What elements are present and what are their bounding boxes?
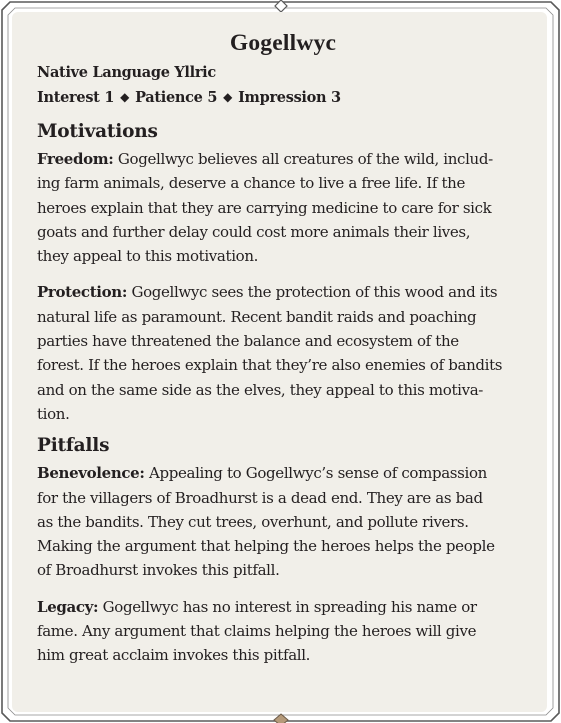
interest-stat: Interest 1 (37, 89, 115, 106)
paragraph-line: forest. If the heroes explain that they’re also enemies of bandits (37, 356, 503, 375)
motivation-freedom (37, 147, 529, 268)
paragraph-line: tion. (37, 404, 70, 423)
pitfalls-heading: Pitfalls (37, 435, 110, 457)
freedom-label: Freedom: (37, 150, 114, 168)
motivations-heading: Motivations (37, 121, 158, 142)
npc-name-title: Gogellwyc (229, 30, 337, 56)
paragraph-line: natural life as paramount. Recent bandit raids and poaching (37, 307, 477, 326)
paragraph-line: of Broadhurst invokes this pitfall. (37, 561, 280, 580)
paragraph-line: fame. Any argument that claims helping the heroes will give (37, 622, 477, 641)
paragraph-line: Gogellwyc sees the protection of this wood and its (127, 283, 498, 302)
pitfall-benevolence (37, 461, 529, 582)
diamond-separator-icon: ◆ (223, 90, 233, 104)
paragraph-line: Gogellwyc has no interest in spreading his name or (98, 597, 477, 616)
paragraph-line: parties have threatened the balance and ecosystem of the (37, 332, 459, 351)
paragraph-line: and on the same side as the elves, they appeal to this motiva- (37, 380, 484, 399)
paragraph-line: ing farm animals, deserve a chance to live a free life. If the (37, 174, 466, 193)
protection-label: Protection: (37, 283, 128, 302)
impression-stat: Impression 3 (238, 89, 341, 106)
stats-line (37, 85, 529, 111)
statblock-content (37, 28, 529, 668)
patience-stat: Patience 5 (135, 89, 218, 106)
paragraph-line: heroes explain that they are carrying medicine to care for sick (37, 198, 492, 217)
paragraph-line: Gogellwyc believes all creatures of the wild, includ- (113, 150, 493, 168)
diamond-separator-icon: ◆ (120, 90, 130, 104)
legacy-label: Legacy: (37, 597, 99, 616)
paragraph-line: Appealing to Gogellwyc’s sense of compassion (144, 464, 487, 483)
paragraph-line: Making the argument that helping the heroes helps the people (37, 537, 495, 556)
paragraph-line: they appeal to this motivation. (37, 247, 259, 266)
paragraph-line: him great acclaim invokes this pitfall. (37, 646, 311, 665)
paragraph-line: as the bandits. They cut trees, overhunt, and pollute rivers. (37, 512, 469, 531)
paragraph-line: for the villagers of Broadhurst is a dead end. They are as bad (37, 488, 483, 507)
native-language-line: Native Language Yllric (37, 64, 216, 81)
benevolence-label: Benevolence: (37, 464, 145, 483)
paragraph-line: goats and further delay could cost more animals their lives, (37, 222, 471, 241)
motivation-protection (37, 280, 529, 426)
pitfall-legacy (37, 595, 529, 668)
